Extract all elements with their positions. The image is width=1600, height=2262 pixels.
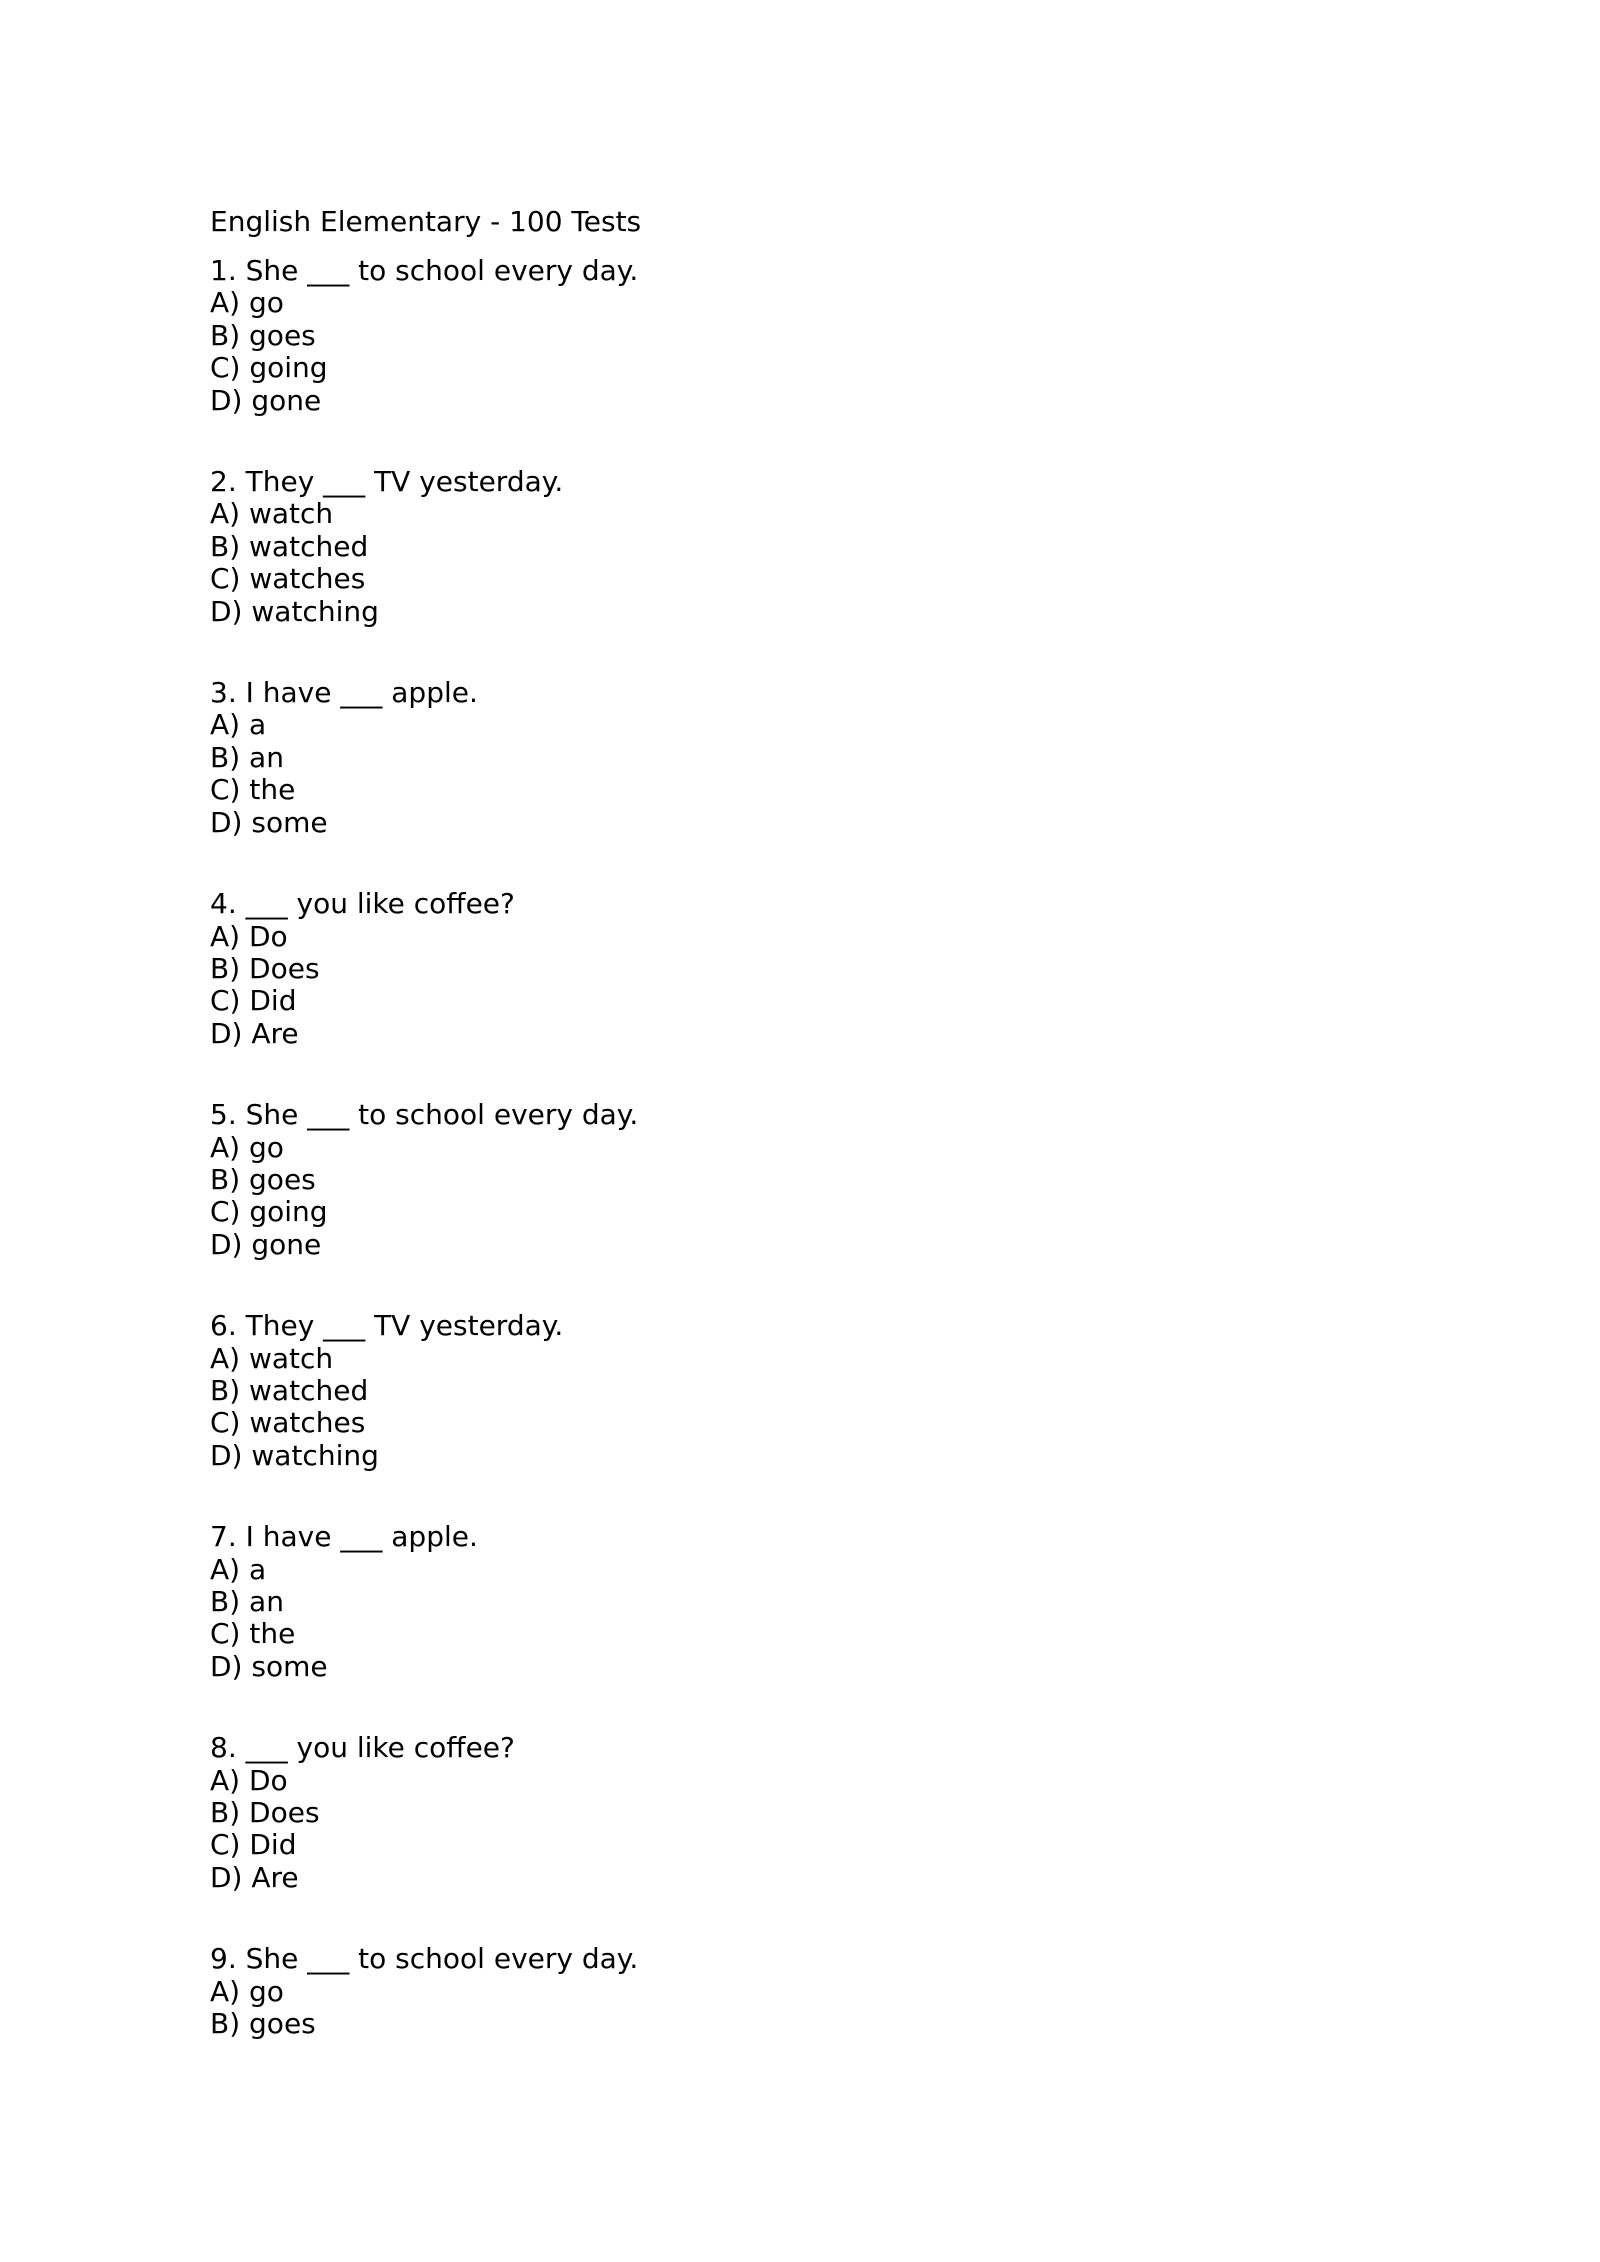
answer-option-d: D) gone — [210, 383, 322, 417]
question-3 — [210, 677, 1390, 839]
answer-option-b: B) watched — [210, 1373, 369, 1407]
question-8 — [210, 1732, 1390, 1894]
answer-option-b: B) goes — [210, 1162, 316, 1196]
question-9 — [210, 1943, 1390, 2040]
question-prompt: 3. I have ___ apple. — [210, 676, 478, 710]
question-prompt: 7. I have ___ apple. — [210, 1520, 478, 1554]
answer-option-c: C) the — [210, 773, 296, 807]
answer-option-c: C) the — [210, 1617, 296, 1651]
question-prompt: 8. ___ you like coffee? — [210, 1731, 515, 1765]
answer-option-b: B) watched — [210, 529, 369, 563]
answer-option-a: A) Do — [210, 1763, 288, 1797]
answer-option-c: C) Did — [210, 1828, 297, 1862]
answer-option-b: B) Does — [210, 1796, 320, 1830]
question-4 — [210, 888, 1390, 1050]
answer-option-d: D) Are — [210, 1016, 299, 1050]
question-6 — [210, 1310, 1390, 1472]
question-prompt: 2. They ___ TV yesterday. — [210, 465, 564, 499]
answer-option-c: C) watches — [210, 562, 366, 596]
answer-option-a: A) watch — [210, 497, 334, 531]
answer-option-a: A) go — [210, 1974, 284, 2008]
answer-option-a: A) a — [210, 708, 267, 742]
answer-option-b: B) goes — [210, 318, 316, 352]
answer-option-a: A) go — [210, 286, 284, 320]
answer-option-c: C) Did — [210, 984, 297, 1018]
question-1 — [210, 255, 1390, 417]
answer-option-d: D) Are — [210, 1860, 299, 1894]
answer-option-a: A) watch — [210, 1341, 334, 1375]
answer-option-b: B) an — [210, 740, 284, 774]
answer-option-b: B) an — [210, 1585, 284, 1618]
question-2 — [210, 466, 1390, 628]
question-prompt: 1. She ___ to school every day. — [210, 254, 639, 287]
answer-option-a: A) Do — [210, 919, 288, 953]
document-content — [210, 206, 1390, 2040]
question-prompt: 6. They ___ TV yesterday. — [210, 1309, 564, 1343]
answer-option-d: D) gone — [210, 1227, 322, 1261]
page-title: English Elementary - 100 Tests — [210, 205, 642, 238]
answer-option-a: A) go — [210, 1130, 284, 1164]
answer-option-c: C) watches — [210, 1406, 366, 1440]
answer-option-d: D) watching — [210, 594, 379, 628]
answer-option-c: C) going — [210, 351, 328, 385]
answer-option-b: B) Does — [210, 951, 320, 985]
question-prompt: 4. ___ you like coffee? — [210, 887, 515, 921]
question-5 — [210, 1099, 1390, 1261]
answer-option-c: C) going — [210, 1195, 328, 1229]
answer-option-a: A) a — [210, 1552, 267, 1586]
question-prompt: 9. She ___ to school every day. — [210, 1942, 639, 1976]
question-7 — [210, 1521, 1390, 1683]
answer-option-d: D) some — [210, 805, 328, 839]
answer-option-d: D) watching — [210, 1438, 379, 1472]
answer-option-b: B) goes — [210, 2007, 316, 2041]
answer-option-d: D) some — [210, 1649, 328, 1683]
question-prompt: 5. She ___ to school every day. — [210, 1098, 639, 1132]
